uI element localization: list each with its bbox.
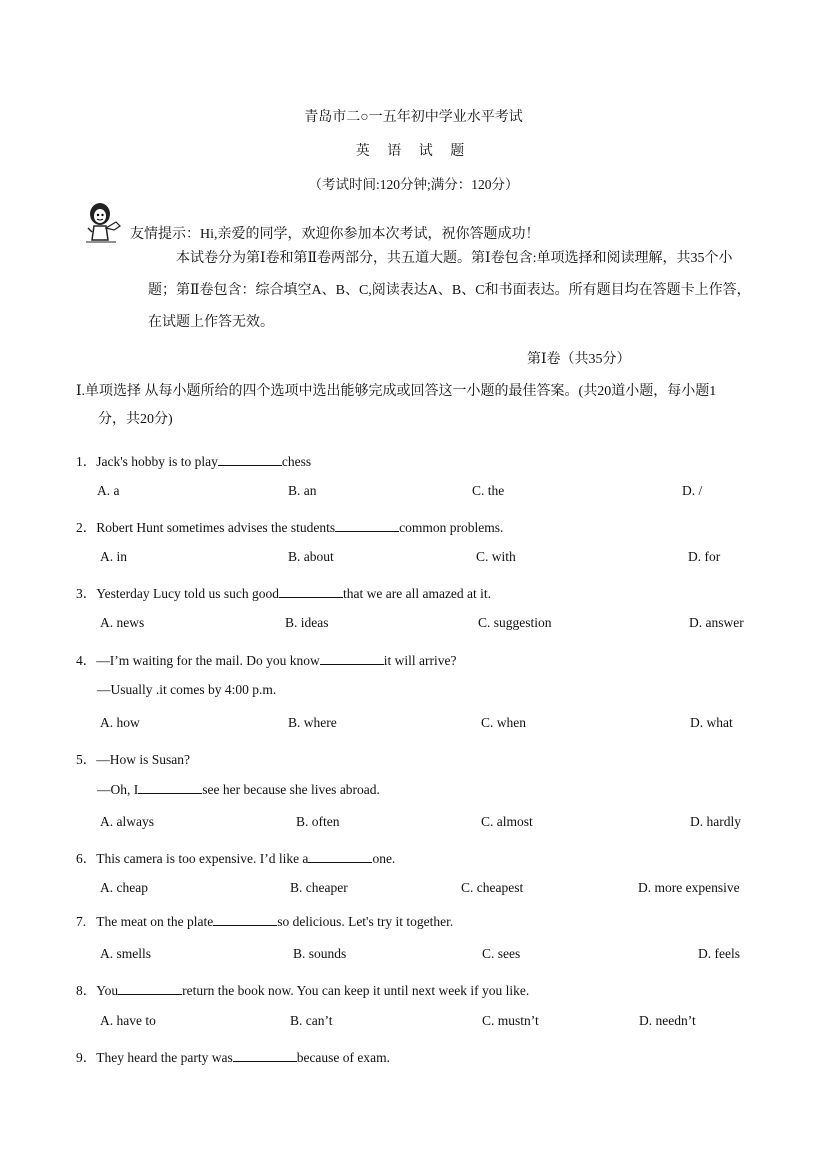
option-d: D. feels	[698, 946, 740, 961]
question-8	[76, 979, 529, 999]
option-a: A. news	[100, 615, 145, 630]
part-one-heading: 第Ⅰ卷（共35分）	[527, 352, 631, 367]
section-one-instructions	[76, 378, 766, 434]
option-d: D. /	[682, 483, 703, 498]
option-c: C. sees	[482, 946, 521, 961]
question-5-reply	[97, 781, 380, 798]
mascot-icon	[80, 200, 124, 244]
answer-blank	[335, 519, 399, 532]
question-9	[76, 1046, 390, 1066]
question-number: 1．	[76, 454, 97, 469]
answer-blank	[138, 781, 202, 794]
question-text: —How is Susan?	[96, 752, 190, 767]
option-d: D. what	[690, 715, 733, 730]
question-7	[76, 913, 453, 930]
question-text: so delicious. Let's try it together.	[277, 914, 454, 929]
question-3	[76, 582, 491, 602]
option-c: C. when	[481, 715, 526, 730]
question-text: Jack's hobby is to play	[96, 454, 218, 469]
option-a: A. in	[100, 549, 127, 564]
option-b: B. about	[288, 549, 334, 564]
option-a: A. always	[100, 814, 154, 829]
question-4	[76, 649, 456, 669]
question-4-reply: —Usually .it comes by 4:00 p.m.	[97, 682, 277, 697]
option-a: A. have to	[100, 1013, 156, 1028]
question-text: one.	[372, 851, 396, 866]
question-text: The meat on the plate	[96, 914, 214, 929]
option-b: B. an	[288, 483, 317, 498]
option-b: B. ideas	[285, 615, 329, 630]
question-number: 6．	[76, 851, 97, 866]
question-number: 5．	[76, 752, 97, 767]
option-c: C. suggestion	[478, 615, 552, 630]
option-d: D. needn’t	[639, 1013, 696, 1028]
question-text: common problems.	[399, 520, 504, 535]
question-text: because of exam.	[296, 1050, 391, 1065]
question-text: —Oh, I	[97, 782, 139, 797]
question-text: This camera is too expensive. I’d like a	[96, 851, 309, 866]
section-one-line1: Ⅰ.单项选择 从每小题所给的四个选项中选出能够完成或回答这一小题的最佳答案。(共20道小题，每小题1	[76, 384, 717, 399]
option-d: D. hardly	[690, 814, 741, 829]
question-text: return the book now. You can keep it until next week if you like.	[182, 983, 530, 998]
question-5	[76, 748, 190, 768]
question-text: They heard the party was	[96, 1050, 233, 1065]
exam-intro-text: 本试卷分为第Ⅰ卷和第Ⅱ卷两部分，共五道大题。第Ⅰ卷包含:单项选择和阅读理解，共35个小题；第Ⅱ卷包含：综合填空A、B、C,阅读表达A、B、C和书面表达。所有题目均在答题卡上作答，在试题上作答无效。	[148, 251, 751, 330]
question-text: You	[96, 983, 119, 998]
question-number: 7.	[76, 914, 87, 929]
question-text: Robert Hunt sometimes advises the students	[96, 520, 336, 535]
option-a: A. smells	[100, 946, 152, 961]
answer-blank	[118, 982, 182, 995]
question-6	[76, 847, 395, 867]
question-text: —I’m waiting for the mail. Do you know	[96, 653, 320, 668]
answer-blank	[308, 850, 372, 863]
question-2	[76, 516, 503, 536]
question-number: 8．	[76, 983, 97, 998]
option-d: D. answer	[689, 615, 744, 630]
option-b: B. can’t	[290, 1013, 333, 1028]
answer-blank	[213, 913, 277, 926]
answer-blank	[320, 652, 384, 665]
option-a: A. a	[97, 483, 120, 498]
question-number: 3．	[76, 586, 97, 601]
option-b: B. often	[296, 814, 340, 829]
question-number: 2．	[76, 520, 97, 535]
option-c: C. almost	[481, 814, 533, 829]
question-text: that we are all amazed at it.	[343, 586, 492, 601]
answer-blank	[218, 453, 282, 466]
option-d: D. for	[688, 549, 721, 564]
question-1	[76, 450, 311, 470]
option-b: B. cheaper	[290, 880, 348, 895]
answer-blank	[279, 585, 343, 598]
question-number: 9．	[76, 1050, 97, 1065]
section-one-line2: 分，共20分)	[98, 412, 173, 427]
question-text: chess	[281, 454, 312, 469]
exam-intro	[148, 243, 758, 339]
option-c: C. cheapest	[461, 880, 524, 895]
exam-subject: 英 语 试 题	[355, 144, 472, 159]
option-b: B. sounds	[293, 946, 347, 961]
option-c: C. with	[476, 549, 516, 564]
option-a: A. cheap	[100, 880, 148, 895]
option-c: C. the	[472, 483, 505, 498]
option-d: D. more expensive	[638, 880, 740, 895]
exam-title: 青岛市二○一五年初中学业水平考试	[304, 110, 523, 125]
option-b: B. where	[288, 715, 337, 730]
exam-time-info: （考试时间:120分钟;满分：120分）	[308, 177, 519, 192]
option-c: C. mustn’t	[482, 1013, 539, 1028]
friendly-tip: 友情提示：Hi,亲爱的同学，欢迎你参加本次考试，祝你答题成功！	[130, 227, 540, 242]
question-text: it will arrive?	[383, 653, 457, 668]
answer-blank	[233, 1049, 297, 1062]
option-a: A. how	[100, 715, 140, 730]
question-number: 4．	[76, 653, 97, 668]
question-text: Yesterday Lucy told us such good	[96, 586, 279, 601]
question-text: see her because she lives abroad.	[202, 782, 380, 797]
